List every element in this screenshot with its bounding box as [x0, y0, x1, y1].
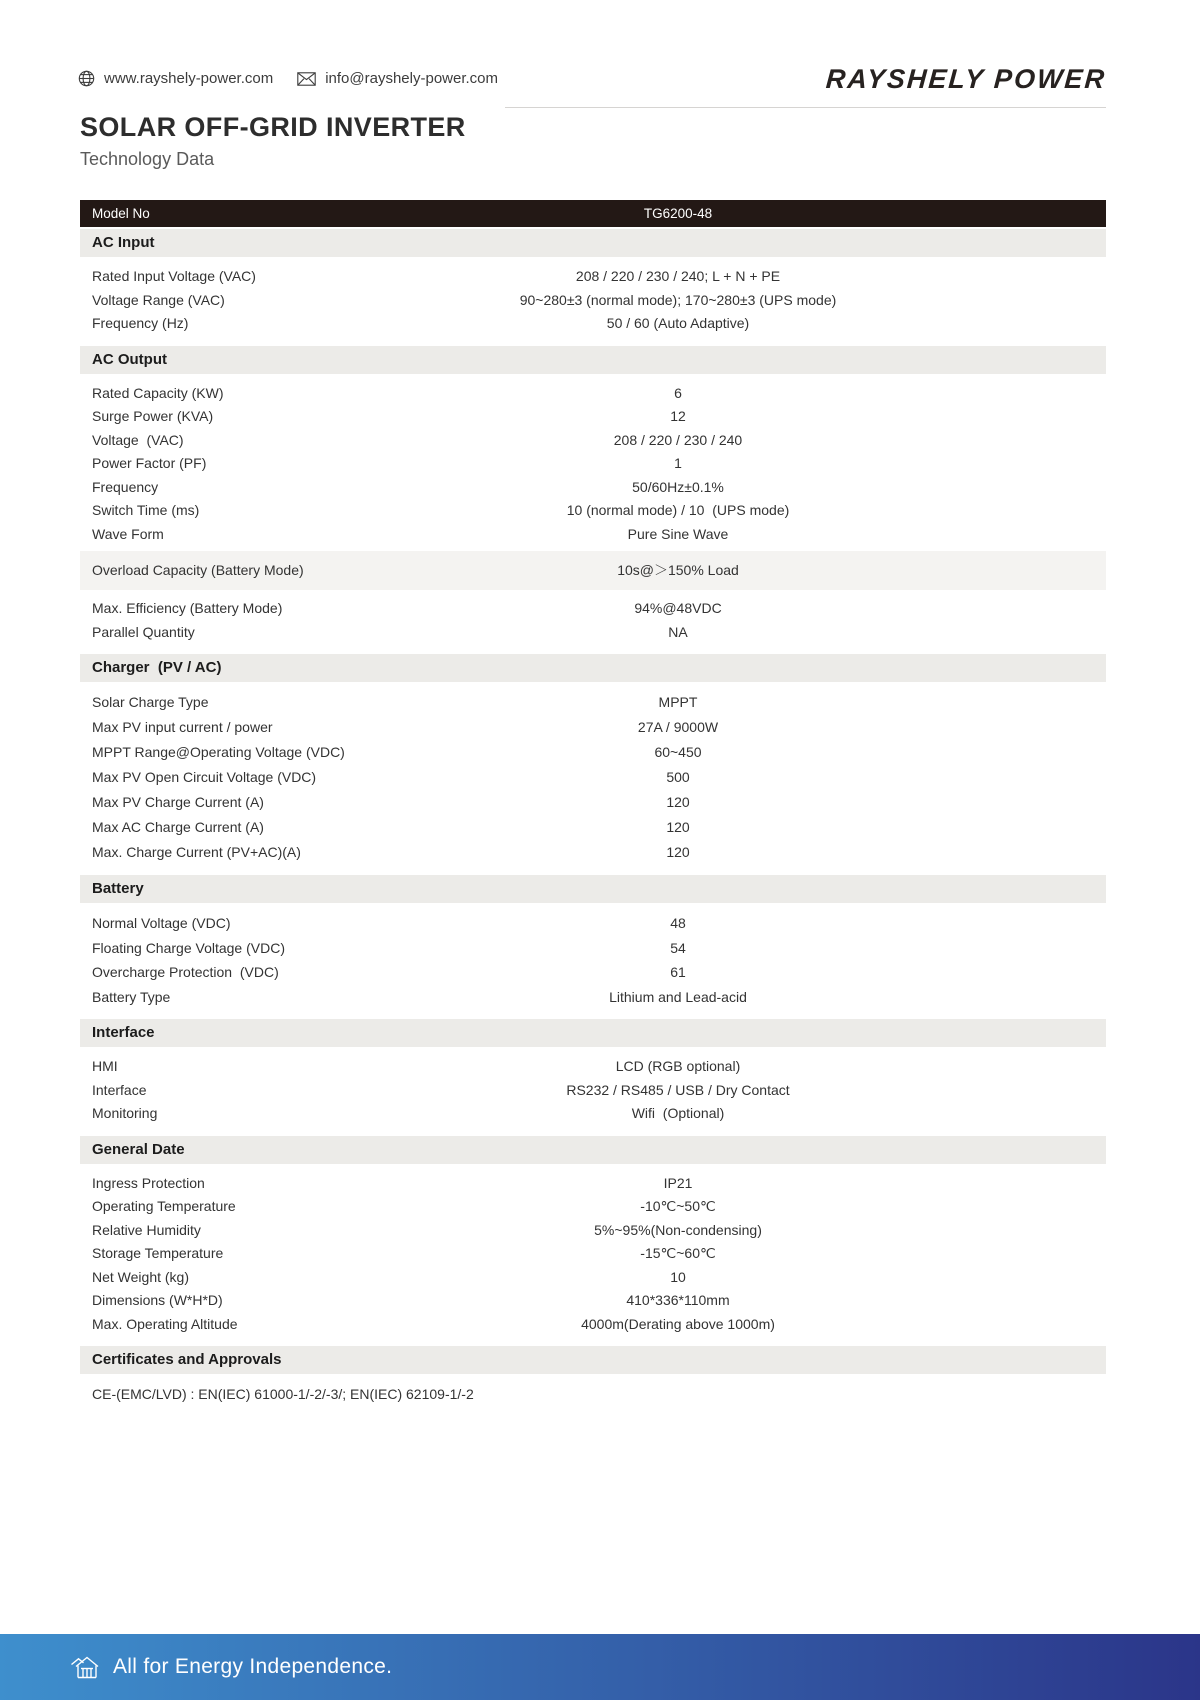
spec-row	[80, 911, 1106, 936]
spec-label: Overcharge Protection (VDC)	[92, 964, 279, 981]
spec-row	[80, 790, 1106, 815]
spec-row	[80, 960, 1106, 985]
spec-value: 12	[670, 408, 686, 424]
spec-value: 54	[670, 939, 686, 956]
spec-value: 5%~95%(Non-condensing)	[594, 1221, 762, 1238]
spec-row	[80, 1242, 1106, 1266]
spec-label: Overload Capacity (Battery Mode)	[92, 562, 304, 578]
spec-row	[80, 936, 1106, 961]
spec-label: Ingress Protection	[92, 1174, 205, 1191]
spec-label: Rated Input Voltage (VAC)	[92, 268, 256, 284]
spec-label: Interface	[92, 1081, 147, 1098]
section-title: AC Output	[92, 350, 167, 368]
spec-value: 61	[670, 964, 686, 981]
spec-row	[80, 499, 1106, 523]
page-subtitle: Technology Data	[80, 149, 215, 169]
spec-label: MPPT Range@Operating Voltage (VDC)	[92, 744, 345, 760]
spec-row	[80, 740, 1106, 765]
section-header-sec-charger	[80, 654, 1106, 682]
section-rows	[80, 374, 1106, 655]
section-title: Certificates and Approvals	[92, 1351, 282, 1369]
spec-label: Surge Power (KVA)	[92, 408, 214, 424]
spec-row	[80, 715, 1106, 740]
spec-label: Max PV Charge Current (A)	[92, 794, 264, 810]
spec-label: Wave Form	[92, 525, 164, 542]
section-rows	[80, 1164, 1106, 1347]
spec-row	[80, 523, 1106, 547]
spec-value: Wifi (Optional)	[631, 1105, 725, 1122]
spec-label: Frequency (Hz)	[92, 315, 189, 331]
spec-label: Max. Efficiency (Battery Mode)	[92, 600, 283, 616]
spec-label: Voltage (VAC)	[92, 431, 184, 448]
section-header-certificates	[80, 1346, 1106, 1374]
spec-value: 10	[670, 1268, 686, 1285]
spec-value: 94%@48VDC	[634, 600, 722, 616]
spec-row	[80, 1266, 1106, 1290]
spec-value: 10s@＞150% Load	[617, 562, 739, 578]
spec-value: RS232 / RS485 / USB / Dry Contact	[566, 1081, 790, 1098]
spec-row	[80, 1172, 1106, 1196]
spec-value: -10℃~50℃	[640, 1198, 716, 1215]
spec-row	[80, 815, 1106, 840]
spec-label: Power Factor (PF)	[92, 455, 207, 471]
header-divider	[505, 107, 1106, 108]
spec-label: Battery Type	[92, 988, 171, 1005]
page-title: SOLAR OFF-GRID INVERTER	[80, 112, 466, 142]
spec-row	[80, 265, 1106, 289]
spec-label: Parallel Quantity	[92, 623, 195, 640]
section-title: AC Input	[92, 234, 155, 251]
spec-label: Max AC Charge Current (A)	[92, 819, 264, 835]
footer-slogan: All for Energy Independence.	[113, 1655, 393, 1678]
model-value: TG6200-48	[643, 206, 713, 221]
spec-label: Net Weight (kg)	[92, 1268, 189, 1285]
spec-row	[80, 621, 1106, 645]
spec-value: 120	[666, 819, 690, 835]
spec-row	[80, 1219, 1106, 1243]
spec-sections	[80, 229, 1106, 1346]
spec-row	[80, 985, 1106, 1010]
spec-label: Operating Temperature	[92, 1198, 236, 1215]
spec-value: 208 / 220 / 230 / 240	[613, 431, 743, 448]
section-header-sec-ac-input	[80, 229, 1106, 257]
spec-value: 60~450	[654, 744, 702, 760]
section-rows	[80, 257, 1106, 346]
section-header-sec-general	[80, 1136, 1106, 1164]
spec-row	[80, 765, 1106, 790]
spec-label: Rated Capacity (KW)	[92, 384, 224, 401]
brand-logo: RAYSHELY POWER	[824, 64, 1108, 94]
mail-icon	[297, 72, 316, 86]
website-text: www.rayshely-power.com	[104, 70, 274, 87]
footer-bar	[0, 1634, 1200, 1700]
spec-value: 120	[666, 844, 690, 860]
spec-label: Solar Charge Type	[92, 694, 209, 710]
model-bar	[80, 200, 1106, 227]
spec-row	[80, 1055, 1106, 1079]
spec-value: 410*336*110mm	[626, 1292, 730, 1309]
spec-label: Floating Charge Voltage (VDC)	[92, 939, 285, 956]
spec-value: 48	[670, 915, 686, 931]
spec-row	[80, 1313, 1106, 1337]
spec-label: Max. Operating Altitude	[92, 1315, 238, 1332]
spec-label: Max PV input current / power	[92, 719, 273, 735]
spec-label: HMI	[92, 1058, 118, 1075]
spec-row	[80, 690, 1106, 715]
spec-row	[80, 382, 1106, 406]
spec-row	[80, 1079, 1106, 1103]
spec-value: IP21	[663, 1174, 693, 1191]
spec-value: 50/60Hz±0.1%	[632, 478, 724, 495]
spec-row	[80, 289, 1106, 313]
spec-label: Relative Humidity	[92, 1221, 201, 1238]
email-text: info@rayshely-power.com	[325, 70, 499, 87]
section-header-sec-ac-output	[80, 346, 1106, 374]
spec-row	[80, 551, 1106, 590]
section-rows	[80, 1047, 1106, 1136]
spec-value: 6	[674, 384, 682, 401]
spec-row	[80, 312, 1106, 336]
spec-value: 1	[674, 455, 682, 471]
spec-row	[80, 1195, 1106, 1219]
spec-label: Switch Time (ms)	[92, 502, 200, 518]
spec-value: Pure Sine Wave	[627, 525, 729, 542]
section-title: Charger (PV / AC)	[92, 659, 222, 676]
spec-value: 10 (normal mode) / 10 (UPS mode)	[566, 502, 790, 518]
spec-value: LCD (RGB optional)	[615, 1058, 741, 1075]
spec-label: Max. Charge Current (PV+AC)(A)	[92, 844, 301, 860]
spec-label: Frequency	[92, 478, 159, 495]
home-icon	[70, 1654, 102, 1680]
section-header-sec-interface	[80, 1019, 1106, 1047]
spec-row	[80, 452, 1106, 476]
spec-value: 208 / 220 / 230 / 240; L + N + PE	[575, 268, 781, 284]
section-title: General Date	[92, 1140, 185, 1158]
model-label: Model No	[92, 206, 150, 221]
spec-value: MPPT	[658, 694, 698, 710]
spec-value: 90~280±3 (normal mode); 170~280±3 (UPS mode)	[519, 291, 837, 308]
section-header-sec-battery	[80, 875, 1106, 903]
header-contact-row	[78, 70, 498, 87]
spec-row	[80, 1289, 1106, 1313]
spec-sheet	[80, 200, 1106, 1402]
certificates-text: CE-(EMC/LVD) : EN(IEC) 61000-1/-2/-3/; EN(IEC) 62109-1/-2	[92, 1386, 474, 1403]
globe-icon	[78, 70, 95, 87]
section-rows	[80, 903, 1106, 1019]
spec-row	[80, 429, 1106, 453]
spec-value: -15℃~60℃	[640, 1245, 716, 1262]
spec-row	[80, 1102, 1106, 1126]
spec-row	[80, 597, 1106, 621]
spec-label: Max PV Open Circuit Voltage (VDC)	[92, 769, 317, 785]
spec-value: NA	[668, 623, 688, 640]
section-rows	[80, 682, 1106, 875]
spec-label: Storage Temperature	[92, 1245, 224, 1262]
spec-row	[80, 840, 1106, 865]
spec-label: Dimensions (W*H*D)	[92, 1292, 223, 1309]
spec-value: 500	[666, 769, 690, 785]
spec-value: 50 / 60 (Auto Adaptive)	[606, 315, 750, 331]
spec-value: Lithium and Lead-acid	[609, 988, 747, 1005]
spec-row	[80, 476, 1106, 500]
spec-value: 4000m(Derating above 1000m)	[581, 1315, 775, 1332]
section-title: Interface	[92, 1024, 155, 1042]
spec-row	[80, 405, 1106, 429]
spec-label: Monitoring	[92, 1105, 158, 1122]
spec-label: Voltage Range (VAC)	[92, 291, 225, 308]
section-title: Battery	[92, 880, 144, 897]
spec-label: Normal Voltage (VDC)	[92, 915, 231, 931]
spec-value: 120	[666, 794, 690, 810]
spec-value: 27A / 9000W	[637, 719, 719, 735]
